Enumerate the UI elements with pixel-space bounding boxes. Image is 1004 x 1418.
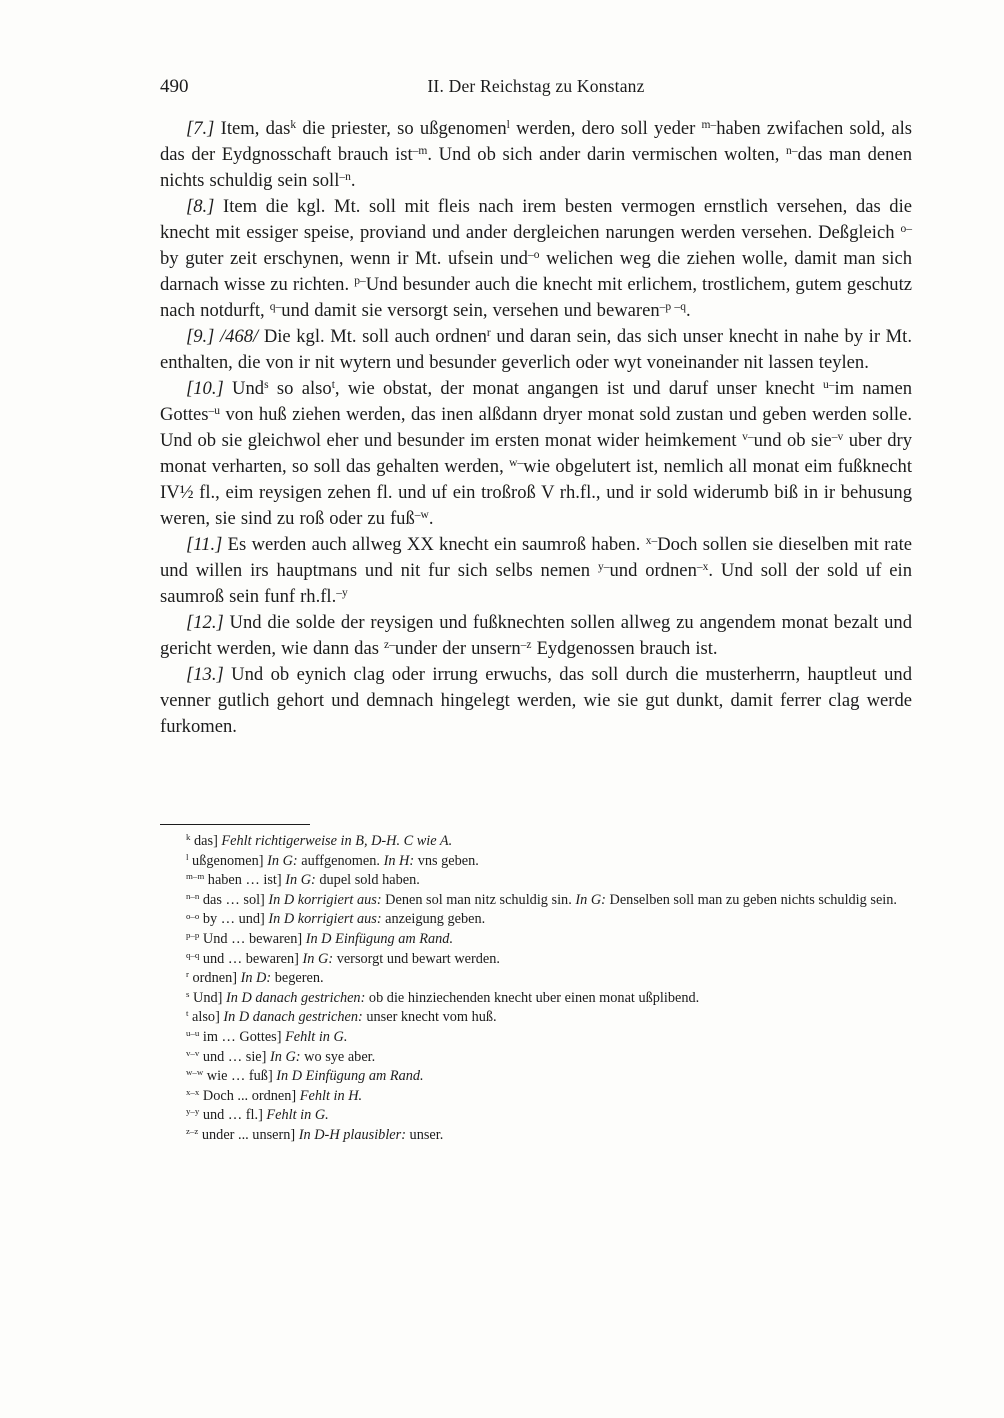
apparatus-marker: s xyxy=(186,988,190,999)
footnotes-list xyxy=(160,832,912,1146)
text-run: das] xyxy=(190,833,222,849)
italic-text-run: In G: xyxy=(269,1048,305,1065)
text-run: Die kgl. Mt. soll auch ordnen xyxy=(263,326,487,347)
apparatus-marker: –w xyxy=(414,508,429,521)
italic-text-run: [10.] xyxy=(186,378,233,399)
apparatus-marker: –u xyxy=(208,404,221,417)
italic-text-run: In G: xyxy=(302,950,337,967)
text-run: und daran sein, das sich unser knecht in nahe by ir Mt. enthalten, die von ir nit wytern und besunder geverlich oder wyt voneinander nit lassen teylen. xyxy=(160,326,912,373)
text-run: und damit sie versorgt sein, versehen und bewaren xyxy=(281,300,660,321)
footnote-s xyxy=(160,989,912,1009)
text-run: Und besunder auch die knecht mit erlichem, trostlichem, gutem geschutz nach notdurft, xyxy=(160,274,912,321)
footnote-p xyxy=(160,930,912,950)
footnotes-block xyxy=(160,824,912,1146)
footnote-m xyxy=(160,871,912,891)
footnote-o xyxy=(160,910,912,930)
apparatus-marker: –y xyxy=(336,586,348,599)
text-run: werden, dero soll yeder xyxy=(509,118,702,139)
apparatus-marker: –v xyxy=(831,430,844,443)
apparatus-marker: –o xyxy=(527,248,540,261)
apparatus-marker: w– xyxy=(509,456,524,469)
italic-text-run: In D Einfügung am Rand. xyxy=(276,1068,424,1085)
italic-text-run: In H: xyxy=(383,852,418,869)
apparatus-marker: x– xyxy=(645,534,658,547)
apparatus-marker: –m xyxy=(412,144,428,157)
text-run: und … fl.] xyxy=(199,1107,267,1124)
paragraph-8 xyxy=(160,194,912,324)
footnote-u xyxy=(160,1028,912,1048)
italic-text-run: [8.] xyxy=(186,196,224,217)
footnote-v xyxy=(160,1048,912,1068)
apparatus-marker: s xyxy=(264,378,269,391)
text-run: under ... unsern] xyxy=(198,1126,299,1143)
text-run: wo sye aber. xyxy=(304,1048,376,1065)
apparatus-marker: r xyxy=(186,969,189,980)
apparatus-marker: v– xyxy=(742,430,754,443)
apparatus-marker: o– xyxy=(900,222,912,235)
footnote-l xyxy=(160,852,912,872)
text-run: das … sol] xyxy=(199,891,269,908)
apparatus-marker: v–v xyxy=(186,1047,200,1058)
text-run: unser. xyxy=(409,1126,444,1143)
apparatus-marker: t xyxy=(331,378,335,391)
text-run: Denselben soll man zu geben nichts schuldig sein. xyxy=(609,891,897,908)
text-run: also] xyxy=(188,1009,224,1026)
italic-text-run: Fehlt richtigerweise in B, D-H. C wie A. xyxy=(221,833,453,849)
text-run: haben … ist] xyxy=(204,872,286,889)
italic-text-run: In D korrigiert aus: xyxy=(268,911,386,928)
text-run: under der unsern xyxy=(394,638,521,659)
italic-text-run: In D-H plausibler: xyxy=(298,1126,410,1143)
footnote-t xyxy=(160,1008,912,1028)
text-run: die priester, so ußgenomen xyxy=(296,118,507,139)
text-run: Und … bewaren] xyxy=(199,930,306,947)
text-run: by … und] xyxy=(199,911,269,928)
apparatus-marker: z– xyxy=(384,638,395,651)
apparatus-marker: l xyxy=(506,118,510,131)
apparatus-marker: u– xyxy=(822,378,835,391)
footnote-z xyxy=(160,1126,912,1146)
text-run: Eydgenossen brauch ist. xyxy=(531,638,718,659)
page-number: 490 xyxy=(160,76,189,97)
italic-text-run: [13.] xyxy=(186,664,232,685)
italic-text-run: In G: xyxy=(285,872,320,889)
text-run: von huß ziehen werden, das inen alßdann dryer monat sold zustan und geben werden solle. Und ob sie gleichwol eher und besunder im ersten monat wider heimkement xyxy=(160,404,912,451)
text-run: begeren. xyxy=(274,970,324,987)
italic-text-run: Fehlt in H. xyxy=(299,1087,363,1104)
text-run: ob die hinziechenden knecht uber einen monat ußplibend. xyxy=(368,989,700,1006)
text-run: Doch sollen sie dieselben mit rate und willen irs hauptmans und nit fur sich selbs nemen xyxy=(160,534,912,581)
text-run: und … bewaren] xyxy=(199,950,303,967)
text-run: und ordnen xyxy=(609,560,697,581)
footnote-separator xyxy=(160,824,310,825)
text-run: . Und ob sich ander darin vermischen wolten, xyxy=(427,144,787,165)
text-run: Und] xyxy=(189,989,226,1006)
apparatus-marker: m–m xyxy=(186,871,205,882)
apparatus-marker: k xyxy=(290,118,297,131)
italic-text-run: In D danach gestrichen: xyxy=(225,989,369,1006)
text-run: Doch ... ordnen] xyxy=(199,1087,300,1104)
italic-text-run: In D: xyxy=(240,970,275,987)
italic-text-run: In D Einfügung am Rand. xyxy=(305,930,454,947)
footnote-q xyxy=(160,950,912,970)
italic-text-run: Fehlt in G. xyxy=(285,1028,348,1045)
footnote-n xyxy=(160,891,912,911)
paragraph-13 xyxy=(160,662,912,740)
italic-text-run: In G: xyxy=(267,852,302,869)
italic-text-run: In D korrigiert aus: xyxy=(268,891,386,908)
running-head: II. Der Reichstag zu Konstanz xyxy=(427,76,645,96)
paragraph-10 xyxy=(160,376,912,532)
text-run: haben zwifachen sold, als das der Eydgnosschaft brauch ist xyxy=(160,118,912,165)
italic-text-run: Fehlt in G. xyxy=(266,1107,329,1124)
text-run: unser knecht vom huß. xyxy=(366,1009,497,1026)
text-run: das man denen nichts schuldig sein soll xyxy=(160,144,913,191)
text-run: ordnen] xyxy=(188,970,241,987)
paragraph-11 xyxy=(160,532,912,610)
text-run: Denen sol man nitz schuldig sin. xyxy=(385,891,576,908)
apparatus-marker: z–z xyxy=(186,1126,199,1137)
text-run: . Und soll der sold uf ein saumroß sein funf rh.fl. xyxy=(160,560,912,607)
text-run: welichen weg die ziehen wolle, damit man sich darnach wisse zu richten. xyxy=(160,248,913,295)
text-run: im namen Gottes xyxy=(160,378,912,425)
text-run: vns geben. xyxy=(417,852,479,869)
apparatus-marker: m– xyxy=(701,118,717,131)
apparatus-marker: –n xyxy=(339,170,351,183)
apparatus-marker: y–y xyxy=(186,1106,200,1117)
apparatus-marker: t xyxy=(186,1008,189,1019)
text-run: Und xyxy=(232,378,265,399)
apparatus-marker: k xyxy=(186,832,191,843)
apparatus-marker: q– xyxy=(269,300,282,313)
apparatus-marker: p–p xyxy=(186,930,200,941)
apparatus-marker: n–n xyxy=(186,890,200,901)
text-run: anzeigung geben. xyxy=(385,911,486,928)
apparatus-marker: n– xyxy=(786,144,798,157)
text-run: auffgenomen. xyxy=(301,852,384,869)
apparatus-marker: –x xyxy=(696,560,709,573)
text-run: uber dry monat verharten, so soll das gehalten werden, xyxy=(160,430,912,477)
text-run: . xyxy=(428,508,434,529)
text-run: Item, das xyxy=(220,118,291,139)
text-run: wie … fuß] xyxy=(203,1068,277,1085)
page-header xyxy=(160,76,912,102)
text-run: ußgenomen] xyxy=(188,852,268,869)
apparatus-marker: –z xyxy=(520,638,532,651)
apparatus-marker: r xyxy=(486,326,491,339)
footnote-y xyxy=(160,1106,912,1126)
text-run: und ob sie xyxy=(753,430,832,451)
apparatus-marker: l xyxy=(186,851,189,862)
italic-text-run: In D danach gestrichen: xyxy=(223,1009,367,1026)
text-run: , wie obstat, der monat angangen ist und daruf unser knecht xyxy=(334,378,823,399)
paragraph-7 xyxy=(160,116,912,194)
italic-text-run: [7.] xyxy=(186,118,221,139)
text-run: Und die solde der reysigen und fußknechten sollen allweg zu angendem monat bezalt und gericht werden, wie dann das xyxy=(160,612,913,659)
apparatus-marker: y– xyxy=(597,560,610,573)
text-run: dupel sold haben. xyxy=(319,872,420,889)
footnote-x xyxy=(160,1087,912,1107)
main-text xyxy=(160,116,912,740)
apparatus-marker: p– xyxy=(354,274,366,287)
text-run: by guter zeit erschynen, wenn ir Mt. ufsein und xyxy=(160,248,528,269)
italic-text-run: [12.] xyxy=(186,612,230,633)
apparatus-marker: q–q xyxy=(186,949,200,960)
italic-text-run: In G: xyxy=(575,891,610,908)
apparatus-marker: x–x xyxy=(186,1086,200,1097)
text-run: Und ob eynich clag oder irrung erwuchs, das soll durch die musterherrn, hauptleut und venner gutlich gehort und demnach hingelegt werden, wie sie gut dunkt, damit ferrer clag werde furkomen. xyxy=(160,664,912,737)
apparatus-marker: u–u xyxy=(186,1028,200,1039)
text-run: Es werden auch allweg XX knecht ein saumroß haben. xyxy=(227,534,646,555)
text-run: im … Gottes] xyxy=(199,1028,286,1045)
footnote-k xyxy=(160,832,912,852)
paragraph-12 xyxy=(160,610,912,662)
footnote-w xyxy=(160,1067,912,1087)
text-run: so also xyxy=(268,378,332,399)
footnote-r xyxy=(160,969,912,989)
text-run: wie obgelutert ist, nemlich all monat eim fußknecht IV½ fl., eim reysigen zehen fl. und uf ein troßroß V rh.fl., und ir sold widerumb biß in ir behusung weren, sie sind zu roß oder zu fuß xyxy=(160,456,912,529)
italic-text-run: [9.] /468/ xyxy=(186,326,264,347)
apparatus-marker: w–w xyxy=(186,1067,204,1078)
paragraph-9 xyxy=(160,324,912,376)
text-run: . xyxy=(350,170,356,191)
text-run: Item die kgl. Mt. soll mit fleis nach irem besten vermogen ernstlich versehen, das die knecht mit essiger speise, proviand und ander dergleichen narungen werden versehen. Deßgleich xyxy=(160,196,913,243)
text-run: und … sie] xyxy=(199,1048,270,1065)
italic-text-run: [11.] xyxy=(186,534,228,555)
text-run: . xyxy=(685,300,691,321)
apparatus-marker: –p –q xyxy=(659,300,686,313)
apparatus-marker: o–o xyxy=(186,910,200,921)
text-run: versorgt und bewart werden. xyxy=(336,950,500,967)
